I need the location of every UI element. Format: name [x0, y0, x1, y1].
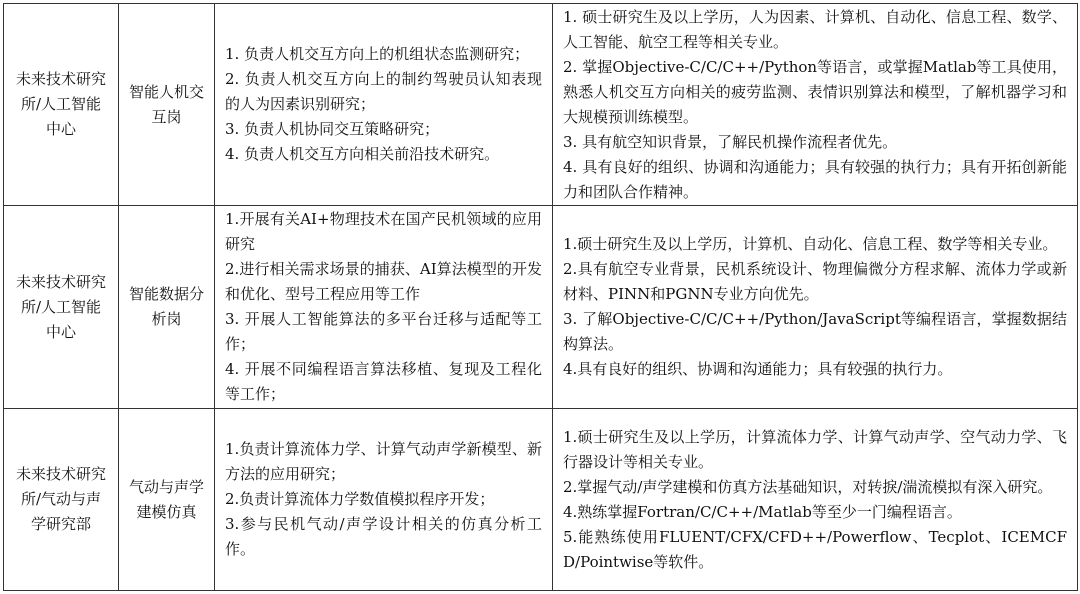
department-cell: 未来技术研究所/气动与声学研究部	[4, 409, 119, 591]
position-cell: 气动与声学建模仿真	[119, 409, 215, 591]
requirement-item: 1. 硕士研究生及以上学历，人为因素、计算机、自动化、信息工程、数学、人工智能、航空工程等相关专业。	[563, 7, 1067, 51]
duty-item: 1.开展有关AI+物理技术在国产民机领域的应用研究	[225, 210, 542, 253]
department-cell: 未来技术研究所/人工智能中心	[4, 4, 119, 206]
duties-cell	[215, 4, 553, 206]
requirement-item: 4. 具有良好的组织、协调和沟通能力；具有较强的执行力；具有开拓创新能力和团队合作精神。	[563, 157, 1067, 201]
duties-cell	[215, 409, 553, 591]
job-table	[3, 3, 1078, 591]
requirement-item: 4.熟练掌握Fortran/C/C++/Matlab等至少一门编程语言。	[563, 502, 962, 521]
duty-item: 2.负责计算流体力学数值模拟程序开发；	[225, 490, 495, 508]
requirement-item: 2.掌握气动/声学建模和仿真方法基础知识，对转捩/湍流模拟有深入研究。	[563, 477, 1053, 496]
requirement-item: 4.具有良好的组织、协调和沟通能力；具有较强的执行力。	[563, 360, 953, 378]
duty-item: 1.负责计算流体力学、计算气动声学新模型、新方法的应用研究；	[225, 440, 542, 483]
position-cell: 智能人机交互岗	[119, 4, 215, 206]
table-row	[4, 409, 1078, 591]
duty-item: 3. 开展人工智能算法的多平台迁移与适配等工作；	[225, 310, 542, 353]
requirement-item: 2. 掌握Objective-C/C/C++/Python等语言，或掌握Matlab等工具使用，熟悉人机交互方向相关的疲劳监测、表情识别算法和模型，了解机器学习和大规模预训练模型。	[563, 57, 1067, 126]
requirement-item: 5.能熟练使用FLUENT/CFX/CFD++/Powerflow、Tecplot、ICEMCFD/Pointwise等软件。	[563, 527, 1067, 571]
duty-item: 4. 负责人机交互方向相关前沿技术研究。	[225, 145, 500, 163]
department-cell: 未来技术研究所/人工智能中心	[4, 206, 119, 409]
duty-item: 1. 负责人机交互方向上的机组状态监测研究；	[225, 45, 530, 63]
requirements-cell	[553, 4, 1078, 206]
requirements-cell	[553, 206, 1078, 409]
table-row	[4, 4, 1078, 206]
duty-item: 2.进行相关需求场景的捕获、AI算法模型的开发和优化、型号工程应用等工作	[225, 260, 542, 303]
requirement-item: 2.具有航空专业背景，民机系统设计、物理偏微分方程求解、流体力学或新材料、PINN和PGNN专业方向优先。	[563, 260, 1067, 303]
requirement-item: 1.硕士研究生及以上学历，计算机、自动化、信息工程、数学等相关专业。	[563, 235, 1058, 253]
requirement-item: 3. 具有航空知识背景，了解民机操作流程者优先。	[563, 132, 898, 151]
requirement-item: 1.硕士研究生及以上学历，计算流体力学、计算气动声学、空气动力学、飞行器设计等相关专业。	[563, 427, 1067, 471]
table-row	[4, 206, 1078, 409]
position-cell: 智能数据分析岗	[119, 206, 215, 409]
duty-item: 2. 负责人机交互方向上的制约驾驶员认知表现的人为因素识别研究；	[225, 70, 542, 113]
duty-item: 3.参与民机气动/声学设计相关的仿真分析工作。	[225, 515, 542, 558]
duty-item: 3. 负责人机协同交互策略研究；	[225, 120, 440, 138]
duties-cell	[215, 206, 553, 409]
duty-item: 4. 开展不同编程语言算法移植、复现及工程化等工作；	[225, 360, 542, 403]
requirement-item: 3. 了解Objective-C/C/C++/Python/JavaScript等编程语言，掌握数据结构算法。	[563, 310, 1067, 353]
requirements-cell	[553, 409, 1078, 591]
